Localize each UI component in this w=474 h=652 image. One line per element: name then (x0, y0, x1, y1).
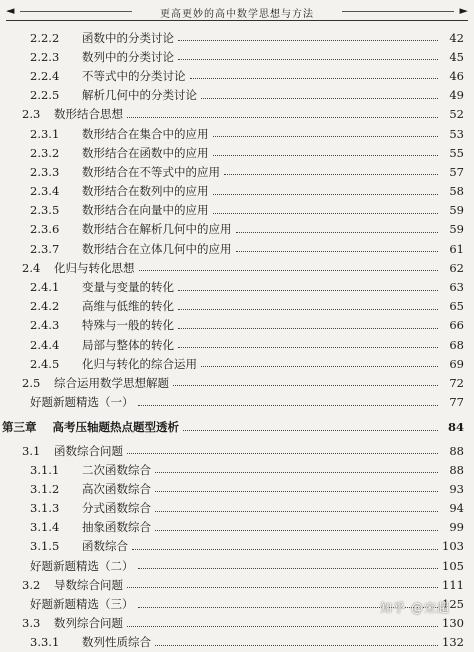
dot-leader (236, 232, 439, 233)
dot-leader (173, 385, 438, 386)
toc-entry-title: 数形结合在数列中的应用 (82, 184, 209, 199)
toc-entry (0, 28, 474, 47)
toc-entry-page: 103 (442, 539, 464, 554)
dot-leader (132, 549, 438, 550)
header-title: 更高更妙的高中数学思想与方法 (160, 9, 314, 20)
toc-entry (0, 143, 474, 162)
toc-entry-title: 解析几何中的分类讨论 (82, 88, 197, 103)
toc-entry-title: 数列中的分类讨论 (82, 49, 174, 64)
toc-entry (0, 297, 474, 316)
dot-leader (127, 117, 438, 118)
toc-section-title: 函数综合问题 (54, 443, 123, 458)
toc-entry-number: 3.1.1 (30, 462, 60, 477)
table-of-contents (0, 28, 474, 652)
toc-section (0, 614, 474, 633)
toc-entry-title: 函数综合 (82, 539, 128, 554)
toc-entry-number: 3.1.2 (30, 481, 60, 496)
toc-entry-page: 69 (449, 356, 464, 371)
toc-entry-number: 2.3.7 (30, 241, 60, 256)
toc-entry-number: 3.1.4 (30, 520, 60, 535)
toc-entry-page: 99 (449, 520, 464, 535)
toc-entry-page: 55 (449, 145, 464, 160)
toc-exercises-page: 105 (442, 558, 464, 573)
toc-entry-page: 61 (449, 241, 464, 256)
toc-exercises-page: 77 (449, 395, 464, 410)
toc-entry-number: 2.4.5 (30, 356, 60, 371)
toc-section (0, 441, 474, 460)
toc-entry-page: 46 (449, 68, 464, 83)
toc-section (0, 575, 474, 594)
dot-leader (127, 453, 438, 454)
toc-entry-number: 2.4.3 (30, 318, 60, 333)
toc-section-title: 化归与转化思想 (54, 260, 135, 275)
dot-leader (155, 511, 438, 512)
toc-entry (0, 499, 474, 518)
toc-entry-number: 2.3.6 (30, 222, 60, 237)
toc-section (0, 373, 474, 392)
toc-entry-title: 函数中的分类讨论 (82, 30, 174, 45)
toc-entry-title: 不等式中的分类讨论 (82, 68, 186, 83)
toc-entry-page: 42 (449, 30, 464, 45)
dot-leader (178, 328, 438, 329)
dot-leader (178, 40, 438, 41)
toc-entry-number: 2.4.4 (30, 337, 60, 352)
toc-section-number: 3.3 (22, 616, 41, 631)
toc-entry-page: 94 (449, 501, 464, 516)
toc-entry-title: 数列性质综合 (82, 635, 151, 650)
toc-entry (0, 460, 474, 479)
watermark: 知乎 @宋超 (380, 601, 450, 615)
toc-entry-title: 变量与变量的转化 (82, 280, 174, 295)
toc-entry (0, 124, 474, 143)
toc-entry-page: 53 (449, 126, 464, 141)
toc-entry-page: 58 (449, 184, 464, 199)
dot-leader (190, 78, 439, 79)
toc-entry (0, 201, 474, 220)
dot-leader (201, 366, 438, 367)
toc-chapter-page: 84 (447, 420, 464, 435)
dot-leader (138, 568, 439, 569)
dot-leader (127, 626, 438, 627)
toc-section-page: 88 (449, 443, 464, 458)
toc-entry-page: 88 (449, 462, 464, 477)
toc-section-title: 导数综合问题 (54, 577, 123, 592)
toc-section-number: 2.4 (22, 260, 41, 275)
toc-entry-page: 59 (449, 222, 464, 237)
toc-entry-number: 2.3.5 (30, 203, 60, 218)
dot-leader (155, 491, 438, 492)
dot-leader (178, 290, 438, 291)
toc-entry-title: 局部与整体的转化 (82, 337, 174, 352)
toc-entry-number: 2.2.2 (30, 30, 60, 45)
toc-entry (0, 220, 474, 239)
dot-leader (213, 155, 439, 156)
toc-section-page: 72 (449, 375, 464, 390)
toc-entry (0, 479, 474, 498)
toc-entry-title: 数形结合在向量中的应用 (82, 203, 209, 218)
dot-leader (155, 530, 438, 531)
toc-section-title: 数形结合思想 (54, 107, 123, 122)
toc-entry-number: 2.4.1 (30, 280, 60, 295)
toc-entry-page: 66 (449, 318, 464, 333)
toc-entry-page: 93 (449, 481, 464, 496)
running-header (6, 4, 468, 21)
toc-chapter (0, 418, 474, 437)
toc-entry-number: 3.1.5 (30, 539, 60, 554)
arrow-right-icon: ► (459, 4, 468, 17)
toc-entry-number: 2.2.4 (30, 68, 60, 83)
toc-entry (0, 239, 474, 258)
dot-leader (183, 430, 438, 431)
toc-entry (0, 354, 474, 373)
dot-leader (178, 309, 438, 310)
toc-entry-title: 高次函数综合 (82, 481, 151, 496)
toc-entry-number: 2.3.4 (30, 184, 60, 199)
toc-entry-number: 2.3.2 (30, 145, 60, 160)
dot-leader (201, 98, 438, 99)
toc-entry-number: 2.4.2 (30, 299, 60, 314)
toc-entry (0, 537, 474, 556)
toc-entry-number: 2.2.3 (30, 49, 60, 64)
dot-leader (178, 347, 438, 348)
toc-exercises-title: 好题新题精选（二） (30, 558, 134, 573)
toc-entry-number: 2.3.1 (30, 126, 60, 141)
toc-section (0, 258, 474, 277)
toc-entry-page: 65 (449, 299, 464, 314)
toc-section-number: 2.3 (22, 107, 41, 122)
toc-exercises-title: 好题新题精选（一） (30, 395, 134, 410)
toc-chapter-title: 高考压轴题热点题型透析 (52, 420, 179, 435)
toc-entry-title: 数形结合在集合中的应用 (82, 126, 209, 141)
dot-leader (236, 251, 439, 252)
toc-entry (0, 66, 474, 85)
toc-entry-number: 3.3.1 (30, 635, 60, 650)
toc-entry-title: 数形结合在不等式中的应用 (82, 164, 220, 179)
toc-entry-page: 63 (449, 280, 464, 295)
toc-entry-title: 化归与转化的综合运用 (82, 356, 197, 371)
dot-leader (138, 405, 439, 406)
toc-entry-number: 2.3.3 (30, 164, 60, 179)
toc-entry (0, 182, 474, 201)
toc-entry (0, 633, 474, 652)
dot-leader (178, 59, 438, 60)
dot-leader (213, 194, 439, 195)
toc-entry (0, 47, 474, 66)
toc-entry-page: 59 (449, 203, 464, 218)
toc-entry-title: 二次函数综合 (82, 462, 151, 477)
toc-exercises (0, 556, 474, 575)
toc-entry-page: 57 (449, 164, 464, 179)
dot-leader (213, 213, 439, 214)
toc-entry (0, 162, 474, 181)
toc-entry (0, 518, 474, 537)
toc-section-number: 3.1 (22, 443, 41, 458)
toc-entry-number: 3.1.3 (30, 501, 60, 516)
dot-leader (139, 270, 439, 271)
toc-entry-number: 2.2.5 (30, 88, 60, 103)
dot-leader (127, 587, 438, 588)
toc-entry-page: 49 (449, 88, 464, 103)
dot-leader (213, 136, 439, 137)
toc-entry (0, 277, 474, 296)
toc-entry-title: 高维与低维的转化 (82, 299, 174, 314)
toc-chapter-number: 第三章 (2, 420, 37, 435)
toc-section (0, 105, 474, 124)
toc-section-title: 综合运用数学思想解题 (54, 375, 169, 390)
toc-exercises-title: 好题新题精选（三） (30, 597, 134, 612)
dot-leader (155, 645, 438, 646)
toc-entry (0, 86, 474, 105)
toc-entry-title: 抽象函数综合 (82, 520, 151, 535)
toc-entry-page: 132 (442, 635, 464, 650)
toc-entry (0, 316, 474, 335)
toc-entry-title: 数形结合在立体几何中的应用 (82, 241, 232, 256)
toc-section-page: 52 (449, 107, 464, 122)
toc-exercises-page: 125 (442, 597, 464, 612)
header-rule-right (342, 11, 454, 12)
toc-section-title: 数列综合问题 (54, 616, 123, 631)
toc-entry-title: 特殊与一般的转化 (82, 318, 174, 333)
dot-leader (155, 472, 438, 473)
toc-entry-title: 分式函数综合 (82, 501, 151, 516)
toc-exercises (0, 393, 474, 412)
toc-section-number: 2.5 (22, 375, 41, 390)
toc-entry-title: 数形结合在函数中的应用 (82, 145, 209, 160)
toc-section-page: 111 (442, 577, 464, 592)
dot-leader (224, 174, 438, 175)
toc-section-number: 3.2 (22, 577, 41, 592)
toc-entry-title: 数形结合在解析几何中的应用 (82, 222, 232, 237)
toc-entry-page: 45 (449, 49, 464, 64)
arrow-left-icon: ◄ (6, 4, 15, 17)
toc-entry (0, 335, 474, 354)
toc-entry-page: 68 (449, 337, 464, 352)
toc-section-page: 62 (449, 260, 464, 275)
toc-section-page: 130 (442, 616, 464, 631)
